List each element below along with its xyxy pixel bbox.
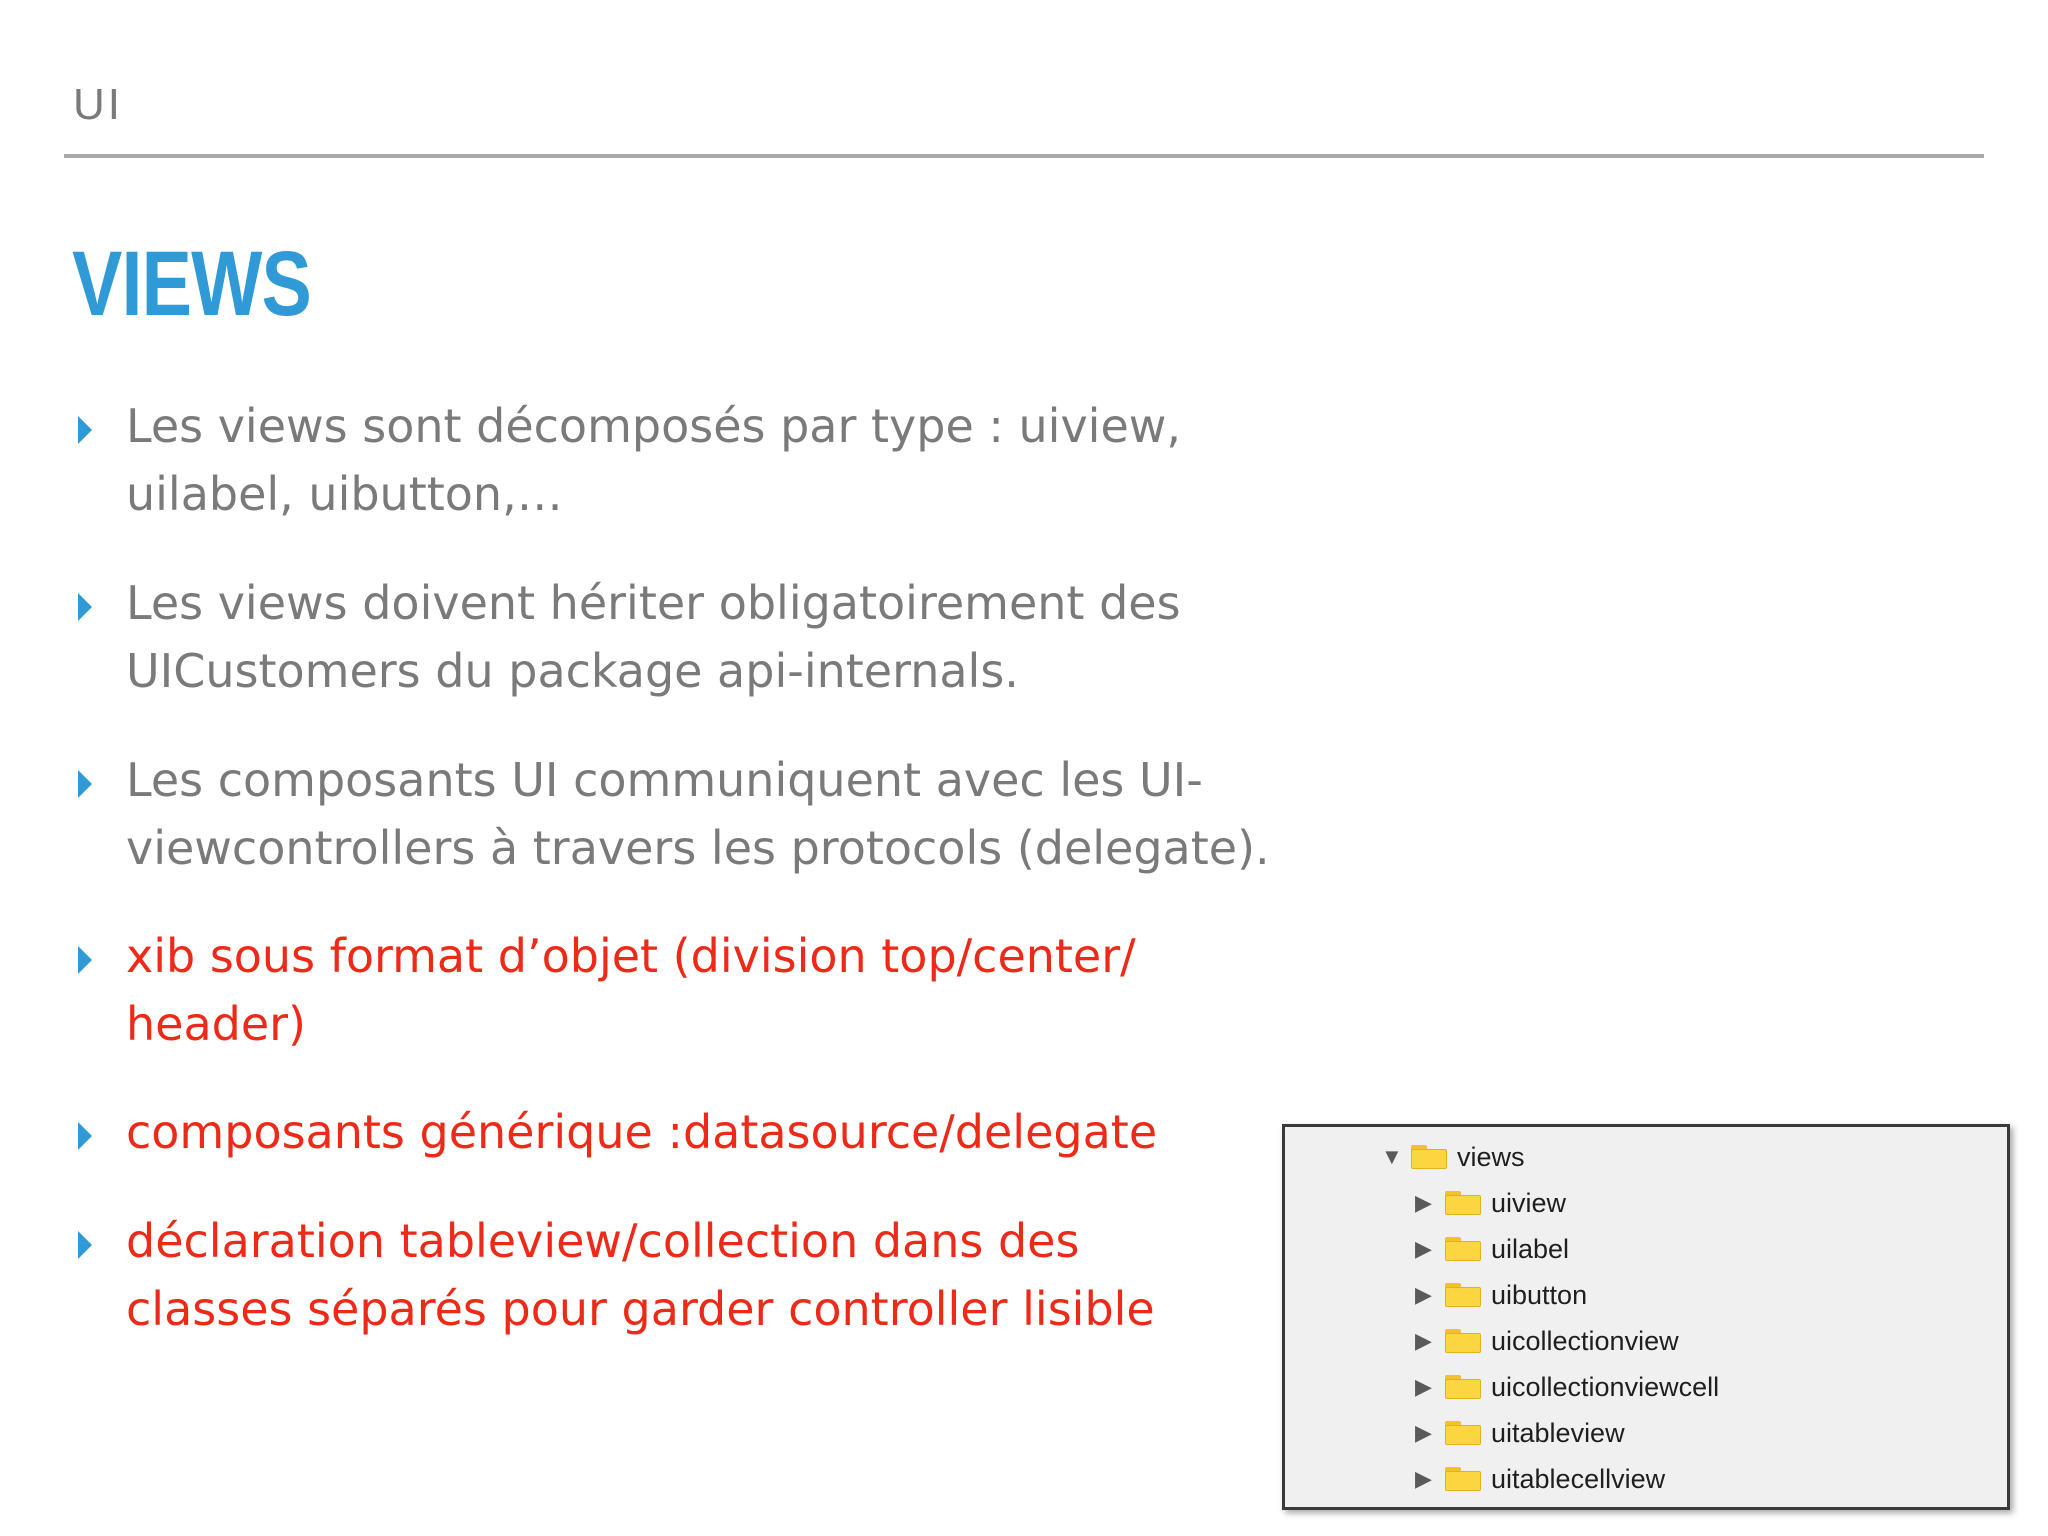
disclosure-closed-icon[interactable]: ▶ [1415, 1328, 1432, 1353]
section-label: UI [73, 80, 123, 129]
folder-name: uicollectionview [1491, 1325, 1679, 1356]
folder-icon [1445, 1375, 1481, 1399]
tree-row-uicollectionview[interactable] [1415, 1321, 1679, 1361]
folder-name: uitablecellview [1491, 1463, 1666, 1494]
bullet-item [78, 746, 1278, 882]
disclosure-closed-icon[interactable]: ▶ [1415, 1466, 1432, 1491]
folder-icon [1445, 1421, 1481, 1445]
bullet-text: déclaration tableview/collection dans des classes séparés pour garder controller lisible [126, 1214, 1155, 1336]
disclosure-closed-icon[interactable]: ▶ [1415, 1420, 1432, 1445]
bullet-item [78, 1207, 1278, 1343]
bullet-item [78, 392, 1278, 528]
disclosure-closed-icon[interactable]: ▶ [1415, 1374, 1432, 1399]
folder-name: uibutton [1491, 1279, 1588, 1310]
disclosure-open-icon[interactable]: ▼ [1381, 1144, 1403, 1169]
folder-name: uitableview [1491, 1417, 1625, 1448]
disclosure-closed-icon[interactable]: ▶ [1415, 1282, 1432, 1307]
bullet-item [78, 1098, 1278, 1166]
tree-row-uiview[interactable] [1415, 1183, 1566, 1223]
bullet-marker-icon [78, 770, 92, 798]
bullet-text: Les views sont décomposés par type : uiview, uilabel, uibutton,… [126, 399, 1181, 521]
folder-icon [1445, 1237, 1481, 1261]
slide-title: VIEWS [72, 233, 312, 335]
tree-row-uibutton[interactable] [1415, 1275, 1587, 1315]
file-tree-screenshot [1282, 1124, 2010, 1510]
folder-icon [1445, 1467, 1481, 1491]
bullet-text: composants générique :datasource/delegate [126, 1105, 1158, 1159]
folder-name: uiview [1491, 1187, 1567, 1218]
tree-row-uicollectionviewcell[interactable] [1415, 1367, 1719, 1407]
bullet-text: Les views doivent hériter obligatoirement des UICustomers du package api-internals. [126, 576, 1181, 698]
bullet-text: Les composants UI communiquent avec les UI- viewcontrollers à travers les protocols (delegate). [126, 753, 1270, 875]
folder-icon [1411, 1145, 1447, 1169]
disclosure-closed-icon[interactable]: ▶ [1415, 1236, 1432, 1261]
bullet-marker-icon [78, 593, 92, 621]
bullet-marker-icon [78, 416, 92, 444]
folder-icon [1445, 1329, 1481, 1353]
tree-row-uitablecellview[interactable] [1415, 1459, 1665, 1499]
folder-name: uilabel [1491, 1233, 1570, 1264]
bullet-marker-icon [78, 946, 92, 974]
folder-icon [1445, 1191, 1481, 1215]
bullet-text: xib sous format d’objet (division top/center/ header) [126, 929, 1136, 1051]
bullet-marker-icon [78, 1231, 92, 1259]
disclosure-closed-icon[interactable]: ▶ [1415, 1190, 1432, 1215]
bullet-item [78, 569, 1278, 705]
bullet-item [78, 922, 1278, 1058]
folder-name: uicollectionviewcell [1491, 1371, 1720, 1402]
section-divider [64, 154, 1984, 158]
tree-row-uilabel[interactable] [1415, 1229, 1569, 1269]
folder-icon [1445, 1283, 1481, 1307]
folder-name: views [1457, 1141, 1525, 1172]
tree-row-uitableview[interactable] [1415, 1413, 1625, 1453]
tree-row-views[interactable] [1381, 1137, 1525, 1177]
bullet-marker-icon [78, 1122, 92, 1150]
